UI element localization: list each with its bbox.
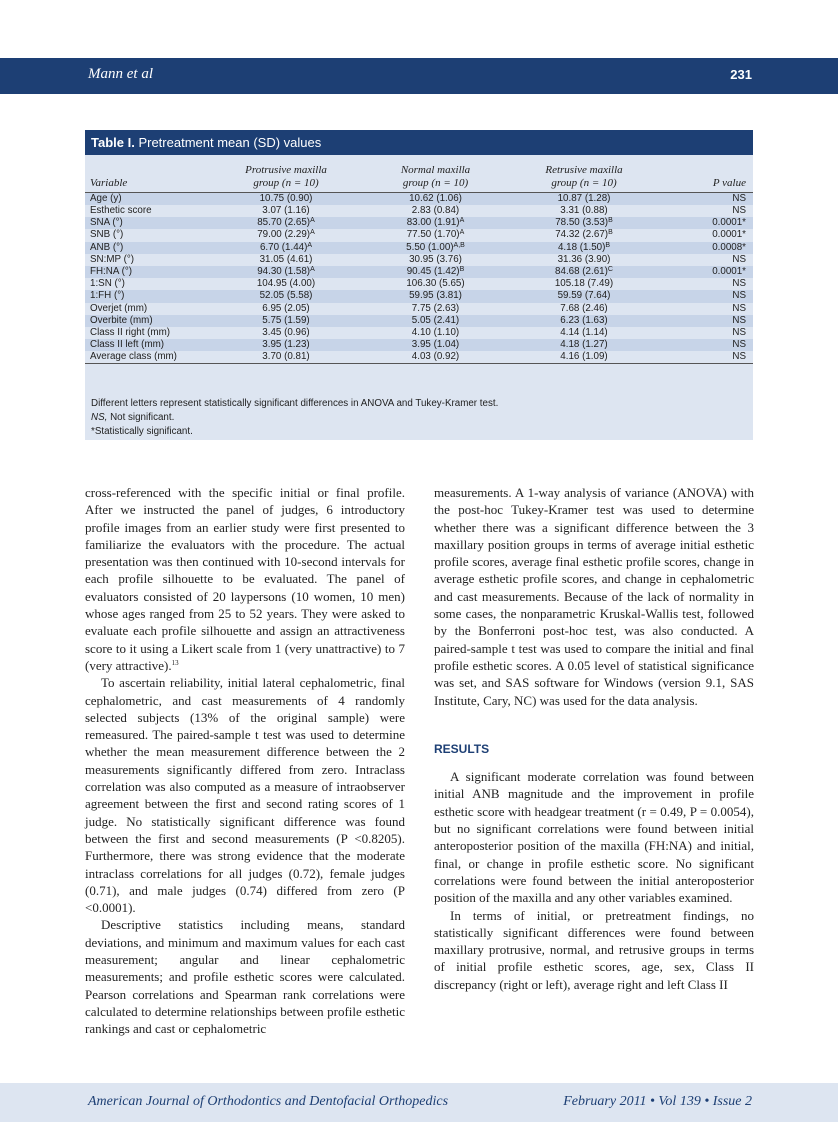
cell-pvalue: NS (659, 351, 753, 364)
cell-pvalue: NS (732, 302, 746, 314)
cell-variable: 1:SN (°) (90, 278, 125, 290)
cell-pvalue: 0.0001* (659, 266, 753, 278)
cell-protrusive: 3.07 (1.16) (262, 205, 310, 217)
cell-protrusive: 3.45 (0.96) (262, 326, 310, 338)
table-row (85, 205, 753, 217)
cell-protrusive: 52.05 (5.58) (210, 290, 362, 302)
table-header-row (85, 164, 753, 193)
cell-protrusive: 5.75 (1.59) (210, 315, 362, 327)
cell-pvalue: NS (732, 205, 746, 217)
paragraph: measurements. A 1-way analysis of variance (ANOVA) with the post-hoc Tukey-Kramer test was used to determine whether there was a significant difference between the 3 maxillary position groups in terms of average initial esthetic profile scores, average final esthetic profile scores, change in average esthetic profile scores, and change in cephalometric and cast measurements. Because of the lack of normality in some cases, the nonparametric Kruskal-Wallis test, followed by the Bonferroni post-hoc test, was also conducted. A paired-sample t test was used to compare the initial and final profile esthetic scores. A 0.05 level of statistical significance was set, and SAS software for Windows (version 9.1, SAS Institute, Cary, NC) was used for the data analysis. (434, 485, 754, 708)
cell-protrusive: 104.95 (4.00) (256, 278, 316, 290)
reference-superscript: 13 (171, 658, 179, 667)
table-label: Table I. (91, 135, 135, 150)
cell-variable: SN:MP (°) (90, 253, 135, 265)
body-column-left (85, 484, 405, 1038)
table-row (85, 242, 753, 254)
cell-normal: 5.05 (2.41) (362, 315, 509, 327)
cell-normal: 4.03 (0.92) (362, 351, 509, 364)
table-row (85, 266, 753, 278)
cell-retrusive: 4.18 $(1.50)^B$ (509, 242, 659, 254)
running-author: Mann et al (88, 66, 153, 82)
cell-pvalue: NS (732, 278, 746, 290)
cell-normal: 106.30 (5.65) (406, 278, 465, 290)
cell-retrusive: 10.87 (1.28) (509, 193, 659, 206)
cell-normal: 7.75 (2.63) (411, 302, 460, 314)
cell-pvalue: NS (732, 326, 746, 338)
table-row (85, 193, 753, 206)
table-row (85, 339, 753, 351)
cell-protrusive: 85.70 $(2.65)^A$ (210, 217, 362, 229)
cell-variable: Age (y) (85, 193, 210, 206)
cell-normal: 2.83 (0.84) (411, 205, 460, 217)
cell-normal: 30.95 (3.76) (409, 253, 462, 265)
paragraph: In terms of initial, or pretreatment findings, no statistically significant differences were found between maxillary protrusive, normal, and retrusive groups in terms of initial profile esthetic scores, age, sex, Class II discrepancy (right or left), average right and left Class II (434, 907, 754, 992)
table-row (85, 315, 753, 327)
cell-protrusive: 79.00 $(2.29)^A$ (257, 229, 315, 241)
cell-pvalue: NS (732, 253, 746, 265)
table-row (85, 278, 753, 290)
table-row (85, 290, 753, 302)
cell-retrusive: 7.68 (2.46) (560, 302, 608, 314)
cell-normal: 90.45 $(1.42)^B$ (362, 266, 509, 278)
cell-protrusive: 6.70 $(1.44)^A$ (210, 242, 362, 254)
table-1 (85, 130, 753, 440)
cell-retrusive: 105.18 (7.49) (554, 278, 614, 290)
cell-retrusive: 84.68 $(2.61)^C$ (509, 266, 659, 278)
col-header-variable: Variable (85, 164, 210, 193)
table-note-significant: *Statistically significant. (91, 426, 193, 437)
cell-pvalue: NS (659, 290, 753, 302)
cell-pvalue: 0.0001* (712, 229, 746, 241)
col-header-retrusive: Retrusive maxilla group (n = 10) (509, 164, 659, 193)
cell-protrusive: 6.95 (2.05) (262, 302, 310, 314)
cell-protrusive: 3.70 (0.81) (210, 351, 362, 364)
cell-variable: Average class (mm) (85, 351, 210, 364)
cell-variable: Overjet (mm) (90, 302, 148, 314)
journal-name: American Journal of Orthodontics and Dentofacial Orthopedics (88, 1094, 449, 1109)
paragraph: Descriptive statistics including means, standard deviations, and minimum and maximum values for each cast measurement; angular and linear cephalometric measurements; and profile esthetic scores were calculated. Pearson correlations and Spearman rank correlations were calculated to determine relationships between profile esthetic rankings and cast or cephalometric (85, 917, 405, 1037)
cell-normal: 77.50 $(1.70)^A$ (406, 229, 465, 241)
cell-variable: Overbite (mm) (85, 315, 210, 327)
table-note-letters: Different letters represent statistically significant differences in ANOVA and Tukey-Kramer test. (91, 398, 499, 409)
table-row (85, 351, 753, 364)
col-header-protrusive: Protrusive maxilla group (n = 10) (210, 164, 362, 193)
cell-protrusive: 3.95 (1.23) (210, 339, 362, 351)
cell-retrusive: 59.59 (7.64) (509, 290, 659, 302)
col-header-pvalue: P value (659, 164, 753, 193)
cell-retrusive: 4.18 (1.27) (509, 339, 659, 351)
table-row (85, 254, 753, 266)
cell-retrusive: 4.16 (1.09) (509, 351, 659, 364)
cell-variable: ANB (°) (85, 242, 210, 254)
cell-normal: 59.95 (3.81) (362, 290, 509, 302)
paragraph: A significant moderate correlation was found between initial ANB magnitude and the improvement in profile esthetic score with headgear treatment (r = 0.49, P = 0.0054), but no significant correlations were found between initial anteroposterior position of the maxilla (FH:NA) and initial, final, or change in profile esthetic score. No significant correlations were found between the initial anteroposterior position of the maxilla and any other variables examined. (434, 769, 754, 906)
cell-variable: SNB (°) (90, 229, 124, 241)
cell-retrusive: 4.14 (1.14) (560, 326, 608, 338)
cell-retrusive: 74.32 $(2.67)^B$ (555, 229, 613, 241)
table-row (85, 327, 753, 339)
col-header-normal: Normal maxilla group (n = 10) (362, 164, 509, 193)
table-row (85, 229, 753, 241)
cell-protrusive: 10.75 (0.90) (210, 193, 362, 206)
cell-retrusive: 78.50 $(3.53)^B$ (509, 217, 659, 229)
page-number: 231 (730, 67, 752, 82)
table-caption: Pretreatment mean (SD) values (138, 135, 322, 150)
cell-pvalue: NS (659, 193, 753, 206)
table-row (85, 303, 753, 315)
cell-pvalue: 0.0008* (659, 242, 753, 254)
table-note-ns: NS, Not significant. (91, 412, 175, 423)
cell-protrusive: 94.30 $(1.58)^A$ (210, 266, 362, 278)
issue-info: February 2011 • Vol 139 • Issue 2 (563, 1094, 752, 1109)
cell-pvalue: NS (659, 339, 753, 351)
cell-variable: Esthetic score (90, 205, 152, 217)
cell-variable: FH:NA (°) (85, 266, 210, 278)
cell-normal: 83.00 $(1.91)^A$ (362, 217, 509, 229)
paragraph: cross-referenced with the specific initial or final profile. After we instructed the panel of judges, 6 introductory profile images from an earlier study were first presented to familiarize the evaluators with the procedure. The actual presentation was then continued with 10-second intervals for each profile silhouette to be evaluated. The panel of evaluators consisted of 20 laypersons (10 women, 10 men) whose ages ranged from 25 to 52 years. They were asked to evaluate each profile silhouette and assign an attractiveness score to it using a Likert scale from 1 (very unattractive) to 7 (very attractive).$^{13}$ (85, 485, 405, 673)
cell-variable: 1:FH (°) (85, 290, 210, 302)
paragraph: To ascertain reliability, initial lateral cephalometric, final cephalometric, and cast measurements of 4 randomly selected subjects (13% of the original sample) were remeasured. The paired-sample t test was used to determine whether the mean measurement difference between the 2 measurements significantly differed from zero. Intraclass correlation was also computed as a measure of intraobserver agreement between the first and second rating scores of 1 judge. No statistically significant difference was found between the first and second measurements (P <0.8205). Furthermore, there was strong evidence that the moderate intraclass correlations for all judges (0.72), female judges (0.71), and male judges (0.74) differed from zero (P <0.0001). (85, 675, 405, 916)
running-footer (0, 1083, 838, 1122)
table-row (85, 217, 753, 229)
table-notes (91, 397, 498, 439)
cell-normal: 5.50 $(1.00)^{A,B}$ (362, 242, 509, 254)
cell-pvalue: 0.0001* (659, 217, 753, 229)
cell-variable: Class II left (mm) (85, 339, 210, 351)
cell-normal: 4.10 (1.10) (411, 326, 460, 338)
cell-pvalue: NS (659, 315, 753, 327)
cell-retrusive: 3.31 (0.88) (560, 205, 608, 217)
section-heading-results: RESULTS (434, 741, 490, 756)
cell-retrusive: 6.23 (1.63) (509, 315, 659, 327)
body-column-right (434, 484, 754, 993)
cell-protrusive: 31.05 (4.61) (259, 253, 313, 265)
cell-normal: 10.62 (1.06) (362, 193, 509, 206)
cell-retrusive: 31.36 (3.90) (557, 253, 611, 265)
cell-variable: Class II right (mm) (90, 326, 171, 338)
cell-normal: 3.95 (1.04) (362, 339, 509, 351)
table-grid (85, 164, 753, 364)
running-header (0, 58, 838, 94)
table-title (85, 130, 753, 155)
cell-variable: SNA (°) (85, 217, 210, 229)
